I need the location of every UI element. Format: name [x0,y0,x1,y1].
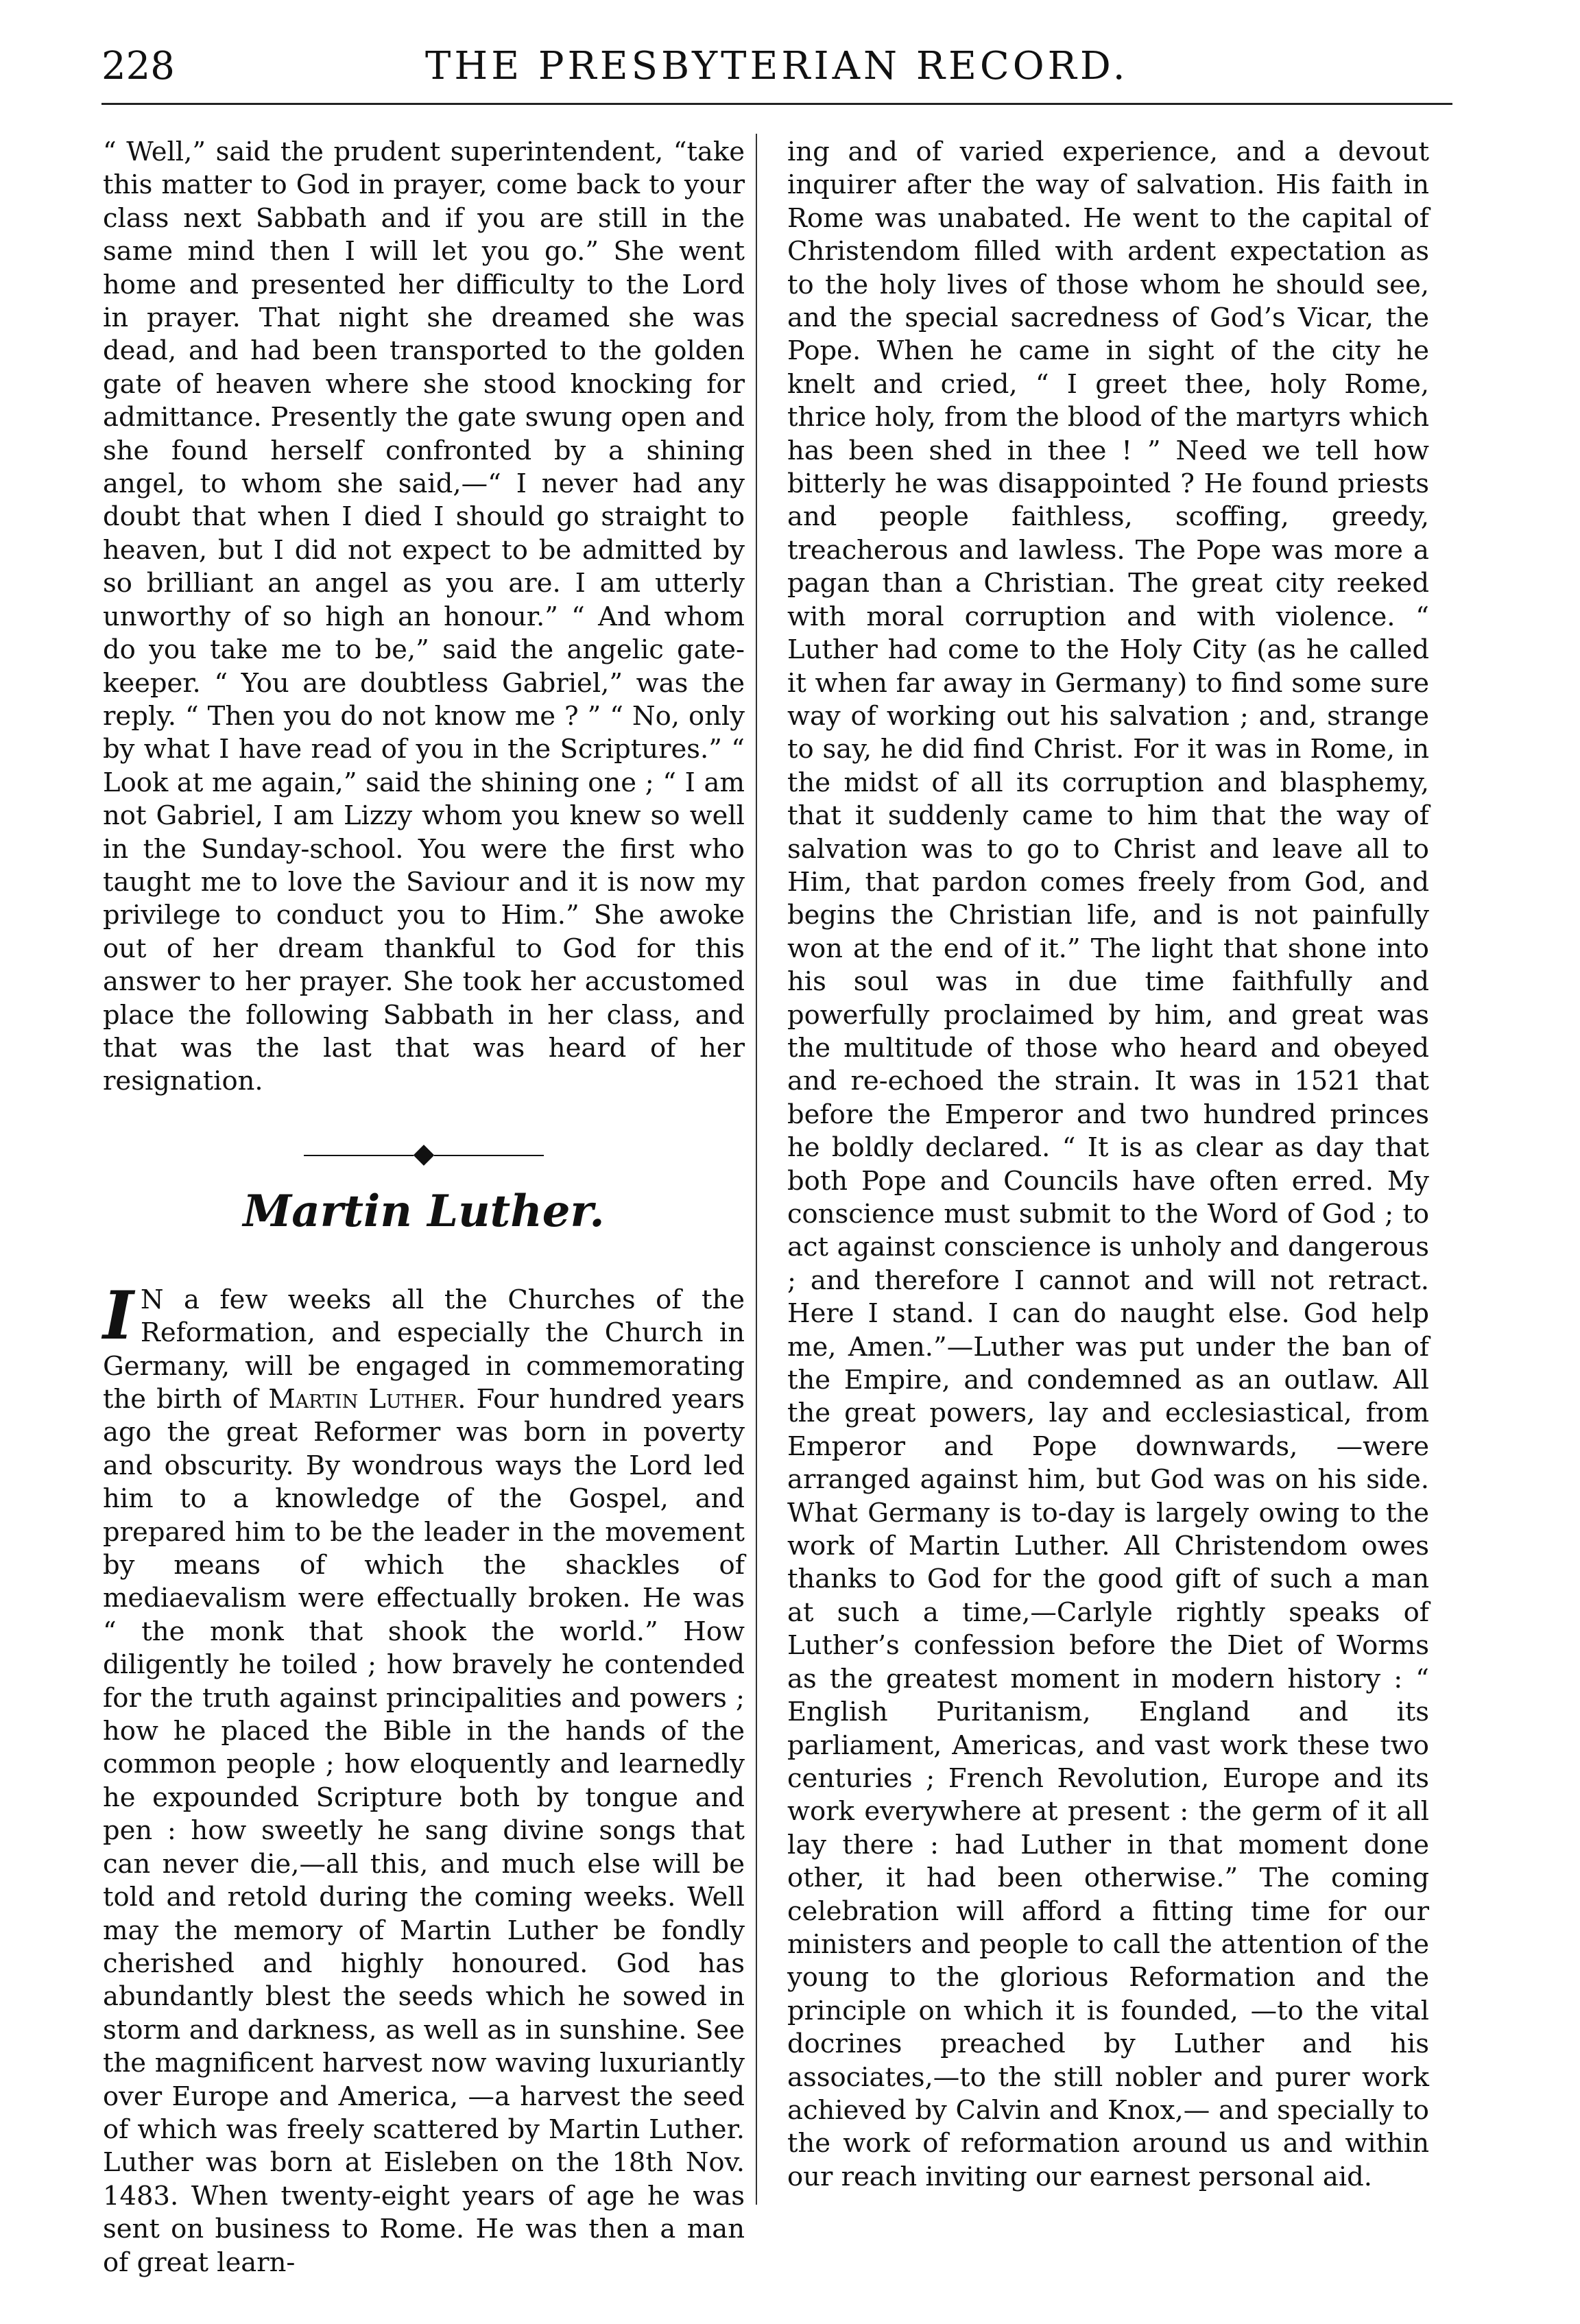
article-intro-paragraph [103,1276,745,2279]
left-column [103,136,745,2279]
intro-text-start: N a few weeks all the Churches of the Reformation, and especially the Church in Germany, will be engaged in commemorating the birth of [103,1284,745,1415]
section-ornament: ◆ [103,1140,745,1167]
page-number: 228 [101,44,175,88]
drop-cap: I [103,1276,134,1354]
running-head: THE PRESBYTERIAN RECORD. [425,44,1129,88]
continued-paragraph: “ Well,” said the prudent superintendent, “take this matter to God in prayer, come back to your class next Sabbath and if you are still in the same mind then I will let you go.” She went home and presented her difficulty to the Lord in prayer. That night she dreamed she was dead, and had been transported to the golden gate of heaven where she stood knocking for admittance. Presently the gate swung open and she found herself confronted by a shining angel, to whom she said,—“ I never had any doubt that when I died I should go straight to heaven, but I did not expect to be admitted by so brilliant an angel as you are. I am utterly unworthy of so high an honour.” “ And whom do you take me to be,” said the angelic gate-keeper. “ You are doubtless Gabriel,” was the reply. “ Then you do not know me ? ” “ No, only by what I have read of you in the Scriptures.” “ Look at me again,” said the shining one ; “ I am not Gabriel, I am Lizzy whom you knew so well in the Sunday-school. You were the first who taught me to love the Saviour and it is now my privilege to conduct you to Him.” She awoke out of her dream thankful to God for this answer to her prayer. She took her accustomed place the following Sabbath in her class, and that was the last that was heard of her resignation. [103,136,745,1097]
intro-text-rest: Four hundred years ago the great Reformer was born in poverty and obscurity. By wondrous ways the Lord led him to a knowledge of the Gospel, and prepared him to be the leader in the movement by means of which the shackles of mediaevalism were effectually broken. He was “ the monk that shook the world.” How diligently he toiled ; how bravely he contended for the truth against principalities and powers ; how he placed the Bible in the hands of the common people ; how eloquently and learnedly he expounded Scripture both by tongue and pen : how sweetly he sang divine songs that can never die,—all this, and much else will be told and retold during the coming weeks. Well may the memory of Martin Luther be fondly cherished and highly honoured. God has abundantly blest the seeds which he sowed in storm and darkness, as well as in sunshine. See the magnificent harvest now waving luxuriantly over Europe and America, —a harvest the seed of which was freely scattered by Martin Luther. Luther was born at Eisleben on the 18th Nov. 1483. When twenty-eight years of age he was sent on business to Rome. He was then a man of great learn- [103,1384,745,2278]
right-column-text: ing and of varied experience, and a devout inquirer after the way of salvation. His faith in Rome was unabated. He went to the capital of Christendom filled with ardent expectation as to the holy lives of those whom he should see, and the special sacredness of God’s Vicar, the Pope. When he came in sight of the city he knelt and cried, “ I greet thee, holy Rome, thrice holy, from the blood of the martyrs which has been shed in thee ! ” Need we tell how bitterly he was disappointed ? He found priests and people faithless, scoffing, greedy, treacherous and lawless. The Pope was more a pagan than a Christian. The great city reeked with moral corruption and with violence. “ Luther had come to the Holy City (as he called it when far away in Germany) to find some sure way of working out his salvation ; and, strange to say, he did find Christ. For it was in Rome, in the midst of all its corruption and blasphemy, that it suddenly came to him that the way of salvation was to go to Christ and leave all to Him, that pardon comes freely from God, and begins the Christian life, and is not painfully won at the end of it.” The light that shone into his soul was in due time faithfully and powerfully proclaimed by him, and great was the multitude of those who heard and obeyed and re-echoed the strain. It was in 1521 that before the Emperor and two hundred princes he boldly declared. “ It is as clear as day that both Pope and Councils have often erred. My conscience must submit to the Word of God ; to act against conscience is unholy and dangerous ; and therefore I cannot and will not retract. Here I stand. I can do naught else. God help me, Amen.”—Luther was put under the ban of the Empire, and condemned as an outlaw. All the great powers, lay and ecclesiastical, from Emperor and Pope downwards, —were arranged against him, but God was on his side. What Germany is to-day is largely owing to the work of Martin Luther. All Christendom owes thanks to God for the good gift of such a man at such a time,—Carlyle rightly speaks of Luther’s confession before the Diet of Worms as the greatest moment in modern history : “ English Puritanism, England and its parliament, Americas, and vast work these two centuries ; French Revolution, Europe and its work everywhere at present : the germ of it all lay there : had Luther in that moment done other, it had been otherwise.” The coming celebration will afford a fitting time for our ministers and people to call the attention of the young to the glorious Reformation and the principle on which it is founded, —to the vital docrines preached by Luther and his associates,—to the still nobler and purer work achieved by Calvin and Knox,— and specially to the work of reformation around us and within our reach inviting our earnest personal aid. [787,136,1429,2192]
article-title: Martin Luther. [243,1185,605,1237]
header-rule [101,103,1452,105]
right-column [787,136,1429,2194]
column-divider [756,134,757,2205]
luther-name: Martin Luther. [268,1384,466,1415]
